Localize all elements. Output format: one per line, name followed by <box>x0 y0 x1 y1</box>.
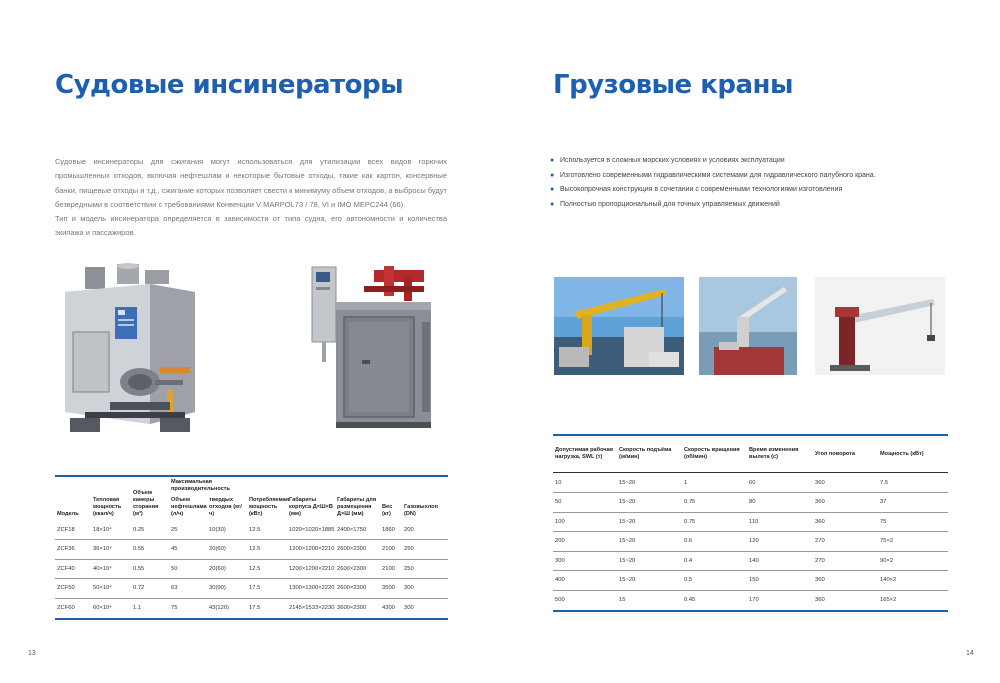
table-cell: 165×2 <box>880 597 897 603</box>
table-cell: 1300×1300×2220 <box>287 579 335 599</box>
table-cell: 150 <box>747 571 813 591</box>
table-cell: 25 <box>169 520 207 540</box>
table-cell: 360 <box>813 493 878 513</box>
col-header-rotation: Скорость вращения (об/мин) <box>684 447 740 460</box>
col-header-swl: Допустимая рабочая нагрузка, SWL (т) <box>555 447 613 460</box>
table-cell: 10 <box>553 473 617 493</box>
table-cell: 0.75 <box>682 493 747 513</box>
crane-table <box>553 436 948 472</box>
col-header-model: Модель <box>57 511 79 517</box>
col-header-dimensions: Габариты корпуса Д×Ш×В (мм) <box>289 497 333 517</box>
cranes-title: Грузовые краны <box>553 70 794 100</box>
table-row <box>553 571 948 591</box>
table-cell: 0.4 <box>682 551 747 571</box>
table-cell: 300 <box>553 551 617 571</box>
table-cell: 0.25 <box>131 520 169 540</box>
table-row <box>55 579 448 599</box>
bullet-icon: ● <box>550 200 555 208</box>
table-cell: 360 <box>815 597 825 603</box>
table-cell: 40×10⁴ <box>91 559 131 579</box>
col-header-luffing: Время изменения вылета (с) <box>749 447 799 460</box>
bullet-icon: ● <box>550 171 555 179</box>
table-row <box>553 551 948 571</box>
table-cell: 12.5 <box>247 520 287 540</box>
table-cell: 15~20 <box>617 571 682 591</box>
col-header-group: Максимальная производительность <box>171 479 230 492</box>
col-header-chamber: Объем камеры сгорания (м³) <box>133 490 159 517</box>
table-cell: 1.1 <box>133 605 142 611</box>
table-cell: 50×10⁴ <box>91 579 131 599</box>
table-cell: 37 <box>878 493 948 513</box>
table-cell: 30(90) <box>207 579 247 599</box>
table-row <box>55 598 448 618</box>
table-cell: 15~20 <box>617 532 682 552</box>
table-cell: 75×2 <box>878 532 948 552</box>
table-row <box>55 540 448 560</box>
incinerators-title: Судовые инсинераторы <box>55 70 404 100</box>
table-cell: 110 <box>747 512 813 532</box>
table-cell: 15~20 <box>617 512 682 532</box>
list-item: ● Изготовлено современными гидравлическими системами для гидравлического палубного крана. <box>550 169 970 184</box>
table-bottom-rule <box>553 610 948 612</box>
table-cell: 90×2 <box>878 551 948 571</box>
list-item: ● Полностью пропорциональный для точных управляемых движений <box>550 198 970 213</box>
table-cell: 140×2 <box>878 571 948 591</box>
col-header-power: Потребляемая мощность (кВт) <box>249 497 290 517</box>
table-cell: ZCF36 <box>55 540 91 560</box>
table-cell: 250 <box>402 559 448 579</box>
table-cell: 0.55 <box>131 540 169 560</box>
table-cell: 140 <box>747 551 813 571</box>
table-row <box>553 512 948 532</box>
table-cell: 300 <box>404 605 414 611</box>
table-cell: 15~20 <box>617 493 682 513</box>
table-bottom-rule <box>55 618 448 620</box>
incinerator-table <box>55 477 448 618</box>
table-cell: 80 <box>747 493 813 513</box>
incinerator-spec-table <box>55 475 448 620</box>
table-cell: 360 <box>813 473 878 493</box>
table-cell: 1 <box>682 473 747 493</box>
table-cell: 2600×2300 <box>335 579 380 599</box>
page-number-right: 14 <box>966 650 974 657</box>
table-cell: 50 <box>169 559 207 579</box>
table-cell: 360 <box>813 571 878 591</box>
table-row <box>55 559 448 579</box>
crane-photo-2 <box>699 277 797 375</box>
list-item: ● Высокопрочная конструкция в сочетании с современными технологиями изготовления <box>550 183 970 198</box>
table-cell: 4300 <box>382 605 395 611</box>
table-row <box>553 473 948 493</box>
col-header-heat: Тепловая мощность (ккал/ч) <box>93 497 122 517</box>
intro-paragraph-2: Тип и модель инсинератора определяется в зависимости от типа судна, его автономности и количества экипажа и пассажиров. <box>55 214 447 238</box>
table-cell: 0.6 <box>682 532 747 552</box>
bullet-icon: ● <box>550 157 555 164</box>
incinerator-photo-2 <box>304 262 442 432</box>
table-cell: 2600×2300 <box>335 559 380 579</box>
col-header-weight: Вес (кг) <box>382 504 393 517</box>
table-row <box>553 590 948 610</box>
right-page <box>500 0 1000 683</box>
table-cell: 1860 <box>380 520 402 540</box>
table-cell: 200 <box>402 520 448 540</box>
table-cell: 300 <box>402 579 448 599</box>
crane-table-body <box>553 473 948 610</box>
crane-photo-3 <box>815 277 945 375</box>
table-cell: 2145×1533×2230 <box>289 605 335 611</box>
list-item: ● Используется в сложных морских условиях и условиях эксплуатации <box>550 154 970 169</box>
table-cell: 45 <box>169 540 207 560</box>
table-cell: 2600×2300 <box>335 540 380 560</box>
table-cell: 50 <box>553 493 617 513</box>
table-cell: ZCF60 <box>57 605 75 611</box>
bullet-icon: ● <box>550 186 555 194</box>
table-cell: 60 <box>747 473 813 493</box>
incinerator-photo-1 <box>55 262 210 440</box>
table-cell: 0.55 <box>131 559 169 579</box>
table-cell: 7.5 <box>878 473 948 493</box>
table-cell: 200 <box>553 532 617 552</box>
table-cell: 270 <box>813 532 878 552</box>
col-header-solid: твердых отходов (кг/ч) <box>209 497 242 517</box>
table-cell: 170 <box>749 597 759 603</box>
table-cell: 2100 <box>380 540 402 560</box>
table-cell: 500 <box>555 597 565 603</box>
table-cell: 36×10⁴ <box>91 540 131 560</box>
table-cell: 17.5 <box>247 579 287 599</box>
table-cell: 3500 <box>380 579 402 599</box>
table-cell: 15~20 <box>617 551 682 571</box>
table-cell: 20(60) <box>207 559 247 579</box>
table-cell: 60×10⁴ <box>93 605 112 611</box>
table-cell: 270 <box>813 551 878 571</box>
table-cell: 100 <box>553 512 617 532</box>
table-cell: 1020×1020×1885 <box>287 520 335 540</box>
col-header-exhaust: Газовыхлоп (DN) <box>404 504 438 517</box>
col-header-slewing: Угол поворота <box>815 450 856 457</box>
table-cell: 400 <box>553 571 617 591</box>
table-cell: 15 <box>619 597 626 603</box>
crane-spec-table <box>553 434 948 612</box>
table-cell: 1200×1200×2210 <box>287 559 335 579</box>
table-cell: 2400×1750 <box>335 520 380 540</box>
table-cell: 0.72 <box>131 579 169 599</box>
table-cell: 18×10⁴ <box>91 520 131 540</box>
table-cell: 75 <box>878 512 948 532</box>
col-header-sludge: Объем нефтешлама (л/ч) <box>171 497 207 517</box>
intro-paragraph-1: Судовые инсинераторы для сжигания могут использоваться для утилизации всех видов горючих промышленных отходов, включая нефтешлам и некоторые бытовые отходы, такие как картон, консервные банки, пищевые отходы и т.д., сжигание которых позволяет свести к минимуму объем отходов, а выбросы будут безвредными в соответствии с требованиями Конвенции V MARPOL73 / 78, VI и IMO MEPC244 (66). <box>55 157 447 209</box>
table-cell: 20(60) <box>207 540 247 560</box>
table-cell: 10(30) <box>207 520 247 540</box>
table-cell: ZCF18 <box>55 520 91 540</box>
table-cell: 1200×1200×2210 <box>287 540 335 560</box>
table-cell: 75 <box>171 605 178 611</box>
col-header-power: Мощность (кВт) <box>880 450 924 457</box>
cranes-feature-list <box>550 154 970 212</box>
table-row <box>553 493 948 513</box>
table-cell: 0.75 <box>682 512 747 532</box>
table-cell: 3600×2300 <box>337 605 367 611</box>
incinerators-intro <box>55 155 447 241</box>
table-cell: 2100 <box>380 559 402 579</box>
table-cell: ZCF40 <box>55 559 91 579</box>
table-row <box>55 520 448 540</box>
page-number-left: 13 <box>28 650 36 657</box>
table-cell: 120 <box>747 532 813 552</box>
col-header-lift-speed: Скорость подъёма (м/мин) <box>619 447 672 460</box>
table-cell: 12.5 <box>247 559 287 579</box>
table-cell: 17.5 <box>249 605 261 611</box>
table-cell: 0.45 <box>684 597 696 603</box>
table-cell: 63 <box>169 579 207 599</box>
table-cell: ZCF50 <box>55 579 91 599</box>
table-cell: 250 <box>402 540 448 560</box>
table-row <box>553 532 948 552</box>
crane-photo-1 <box>554 277 684 375</box>
table-cell: 0.5 <box>682 571 747 591</box>
col-header-placement: Габариты для размещения Д×Ш (мм) <box>337 497 377 517</box>
table-cell: 12.5 <box>247 540 287 560</box>
table-cell: 43(120) <box>209 605 229 611</box>
table-cell: 360 <box>813 512 878 532</box>
table-cell: 15~20 <box>617 473 682 493</box>
